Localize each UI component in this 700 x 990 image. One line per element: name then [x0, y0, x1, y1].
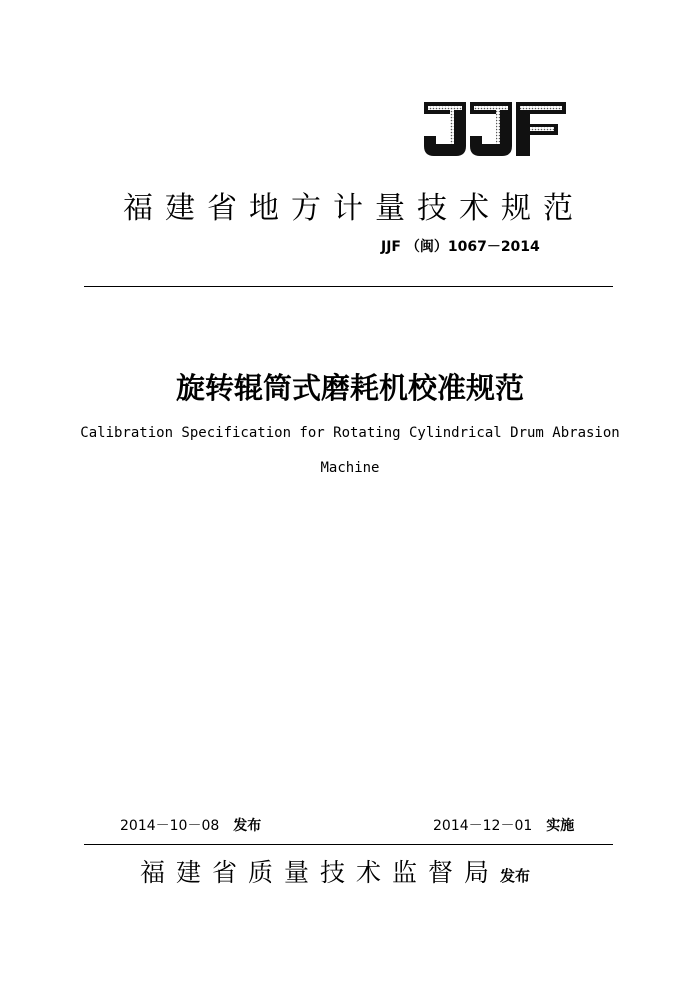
issuing-authority-block [140, 853, 530, 889]
jjf-logo [420, 98, 570, 160]
publish-label: 发布 [500, 867, 531, 885]
implement-date-block [433, 815, 574, 835]
jjf-logo-graphic [420, 98, 570, 160]
chinese-title: 旋转辊筒式磨耗机校准规范 [175, 371, 524, 405]
implement-date: 2014－12－01 [433, 818, 533, 834]
issue-date-block [120, 815, 261, 835]
top-divider [84, 286, 613, 287]
issuing-authority: 福建省质量技术监督局 [140, 858, 501, 887]
implement-label: 实施 [546, 818, 575, 834]
standard-code: JJF （闽）1067－2014 [381, 239, 540, 255]
bottom-divider [84, 844, 613, 845]
standard-series-title: 福建省地方计量技术规范 [123, 191, 585, 226]
english-title-line-2: Machine [320, 460, 380, 476]
issue-label: 发布 [233, 818, 262, 834]
issue-date: 2014－10－08 [120, 818, 220, 834]
english-title-line-1: Calibration Specification for Rotating Cylindrical Drum Abrasion [80, 425, 620, 441]
